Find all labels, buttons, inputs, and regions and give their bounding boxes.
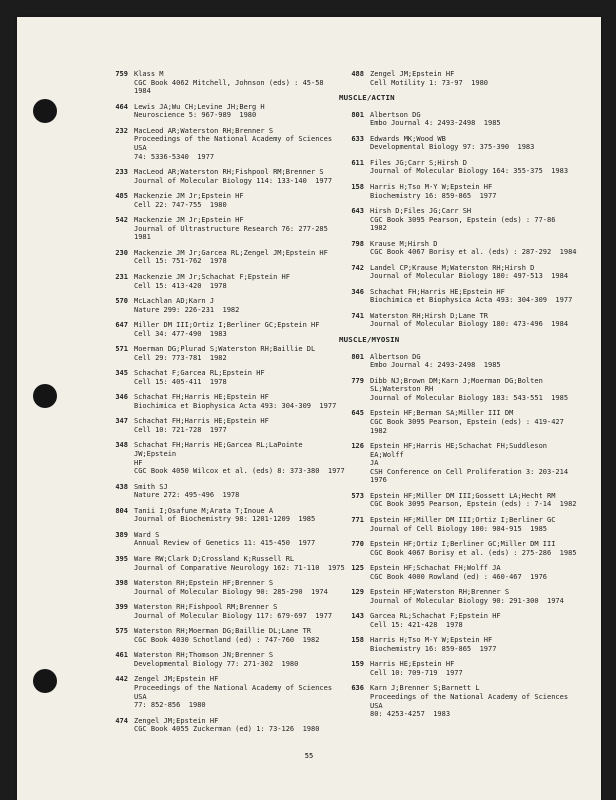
reference-line: Schachat F;Garcea RL;Epstein HF [134,369,265,378]
reference-line: Epstein HF;Berman SA;Miller III DM [370,409,514,418]
reference-text [134,127,348,161]
reference-line: Ward S [134,530,160,539]
reference-number: 126 [351,441,364,450]
reference-line: Waterston RH;Thomson JN;Brenner S [134,651,274,660]
reference-text [370,312,579,329]
reference-line: Cell Motility 1: 73-97 1980 [370,78,489,87]
reference-entry [339,159,579,176]
reference-entry [103,675,348,709]
reference-line: Cell 10: 721-728 1977 [134,425,227,434]
reference-entry [103,273,348,290]
reference-line: CGC Book 3095 Pearson, Epstein (eds) : 77-86 1982 [370,215,564,233]
reference-text [134,216,348,242]
reference-line: CGC Book 4000 Rowland (ed) : 460-467 1976 [370,572,548,581]
reference-entry [103,651,348,668]
reference-number: 442 [115,675,128,684]
reference-line: CGC Book 4067 Borisy et al. (eds) : 275-286 1985 [370,548,577,557]
reference-line: Dibb NJ;Brown DM;Karn J;Moerman DG;Bolten [370,376,543,385]
reference-line: Biochemistry 16: 859-865 1977 [370,191,497,200]
reference-line: Developmental Biology 97: 375-390 1983 [370,143,535,152]
reference-number: 771 [351,515,364,524]
reference-line: McLachlan AD;Karn J [134,297,215,305]
reference-line: Klass M [134,70,164,78]
reference-text [134,627,348,644]
reference-text [370,111,579,128]
reference-number: 643 [351,206,364,215]
reference-line: Journal of Ultrastructure Research 76: 277-285 1981 [134,224,337,242]
reference-entry [103,717,348,734]
reference-line: HF [134,458,143,467]
reference-text [370,442,579,485]
reference-line: Waterston RH;Moerman DG;Baillie DL;Lane TR [134,627,312,636]
reference-text [134,345,348,362]
reference-entry [339,207,579,233]
reference-line: Proceedings of the National Academy of Sciences USA [134,135,337,152]
reference-entry [339,684,579,718]
reference-entry [339,312,579,329]
reference-line: Hirsh D;Files JG;Carr SH [370,206,472,215]
reference-text [134,717,348,734]
reference-text [370,409,579,435]
reference-text [370,540,579,557]
reference-line: Albertson DG [370,352,421,361]
reference-text [370,684,579,718]
reference-line: Developmental Biology 77: 271-302 1980 [134,659,299,668]
reference-text [134,249,348,266]
reference-line: Waterston RH;Fishpool RM;Brenner S [134,603,278,612]
reference-line: Nature 272: 495-496 1978 [134,491,240,500]
reference-number: 389 [115,530,128,539]
reference-entry [339,288,579,305]
reference-line: Proceedings of the National Academy of Sciences USA [370,693,573,710]
reference-line: Journal of Molecular Biology 164: 355-375 1983 [370,167,569,176]
reference-number: 345 [115,369,128,378]
reference-entry [103,70,348,96]
reference-line: Cell 34: 477-490 1983 [134,329,227,338]
reference-number: 779 [351,376,364,385]
reference-number: 742 [351,263,364,272]
reference-text [370,588,579,605]
reference-text [370,492,579,509]
reference-number: 159 [351,660,364,669]
reference-entry [339,377,579,403]
reference-number: 347 [115,417,128,426]
reference-entry [103,417,348,434]
reference-text [134,441,348,475]
reference-entry [339,564,579,581]
reference-line: Mackenzie JM Jr;Epstein HF [134,216,244,225]
reference-line: Waterston RH;Hirsh D;Lane TR [370,311,489,320]
reference-text [370,264,579,281]
page-number: 55 [304,752,314,760]
reference-entry [103,483,348,500]
reference-line: Waterston RH;Epstein HF;Brenner S [134,579,274,588]
reference-entry [103,531,348,548]
reference-line: Zengel JM;Epstein HF [134,716,219,725]
reference-number: 461 [115,651,128,660]
reference-number: 232 [115,126,128,135]
document-page [17,17,601,800]
reference-line: Harris HE;Epstein HF [370,660,455,669]
reference-line: Smith SJ [134,482,168,491]
reference-line: Cell 15: 413-420 1978 [134,281,227,290]
reference-line: MacLeod AR;Waterston RH;Fishpool RM;Brenner S [134,168,324,177]
reference-line: Edwards MK;Wood WB [370,134,446,143]
reference-number: 571 [115,345,128,354]
reference-line: 80: 4253-4257 1983 [370,710,451,719]
reference-line: CGC Book 4050 Wilcox et al. (eds) 8: 373-380 1977 [134,467,345,476]
reference-text [134,675,348,709]
reference-line: Miller DM III;Ortiz I;Berliner GC;Epstein HF [134,321,320,330]
section-heading: MUSCLE/MYOSIN [339,334,400,344]
reference-line: Cell 15: 405-411 1978 [134,377,227,386]
reference-entry [339,442,579,485]
reference-line: Journal of Molecular Biology 180: 473-496 1984 [370,320,569,329]
reference-entry [339,135,579,152]
reference-line: CSH Conference on Cell Proliferation 3: 203-214 1976 [370,467,577,485]
reference-text [134,273,348,290]
reference-entry [103,393,348,410]
reference-line: Epstein HF;Schachat FH;Wolff JA [370,564,501,573]
reference-entry [339,492,579,509]
reference-line: Files JG;Carr S;Hirsh D [370,158,467,167]
reference-line: Journal of Molecular Biology 90: 285-290 1974 [134,587,328,596]
reference-text [370,159,579,176]
reference-entry [103,192,348,209]
reference-entry [339,70,579,87]
reference-line: Annual Review of Genetics 11: 415-450 1977 [134,539,316,548]
reference-line: Harris H;Tso M-Y W;Epstein HF [370,636,493,645]
reference-line: Mackenzie JM Jr;Epstein HF [134,192,244,201]
reference-number: 633 [351,134,364,143]
reference-line: Nature 299: 226-231 1982 [134,305,240,314]
reference-line: CGC Book 4062 Mitchell, Johnson (eds) : 45-58 1984 [134,78,333,96]
binder-hole [33,384,57,408]
reference-line: CGC Book 4055 Zuckerman (ed) 1: 73-126 1980 [134,725,320,734]
reference-line: Biochemistry 16: 859-865 1977 [370,644,497,653]
reference-line: Neuroscience 5: 967-989 1980 [134,111,257,120]
reference-line: Biochimica et Biophysica Acta 493: 304-309 1977 [134,401,337,410]
reference-line: Journal of Molecular Biology 183: 543-551 1985 [370,393,569,402]
reference-text [134,507,348,524]
reference-line: Cell 29: 773-781 1982 [134,353,227,362]
reference-text [370,660,579,677]
reference-text [134,321,348,338]
reference-line: Journal of Molecular Biology 114: 133-140 1977 [134,176,333,185]
reference-line: CGC Book 3095 Pearson, Epstein (eds) : 7-14 1982 [370,500,577,509]
reference-line: Epstein HF;Miller DM III;Ortiz I;Berliner GC [370,515,556,524]
reference-line: Journal of Cell Biology 100: 904-915 1985 [370,524,548,533]
reference-line: Schachat FH;Harris HE;Epstein HF [134,417,269,426]
reference-text [134,369,348,386]
reference-number: 158 [351,182,364,191]
reference-number: 485 [115,192,128,201]
reference-number: 801 [351,352,364,361]
reference-entry [339,264,579,281]
reference-line: Lewis JA;Wu CH;Levine JH;Berg H [134,102,265,111]
reference-line: Mackenzie JM Jr;Schachat F;Epstein HF [134,272,290,281]
reference-entry [103,369,348,386]
reference-number: 464 [115,102,128,111]
reference-entry [339,111,579,128]
reference-entry [103,507,348,524]
reference-line: CGC Book 4067 Borisy et al. (eds) : 287-292 1984 [370,248,577,257]
reference-number: 611 [351,158,364,167]
reference-number: 158 [351,636,364,645]
reference-text [134,603,348,620]
reference-number: 438 [115,482,128,491]
reference-text [134,555,348,572]
reference-entry [103,249,348,266]
reference-number: 575 [115,627,128,636]
reference-text [370,636,579,653]
reference-number: 399 [115,603,128,612]
reference-text [134,297,348,314]
reference-number: 129 [351,588,364,597]
reference-number: 233 [115,168,128,177]
reference-line: Epstein HF;Miller DM III;Gossett LA;Hecht RM [370,491,556,500]
right-column [339,70,579,726]
reference-number: 230 [115,248,128,257]
reference-line: Garcea RL;Schachat F;Epstein HF [370,612,501,621]
reference-text [370,353,579,370]
reference-entry [103,216,348,242]
reference-line: Cell 15: 421-428 1978 [370,620,463,629]
reference-entry [103,441,348,475]
reference-text [134,531,348,548]
reference-entry [339,612,579,629]
reference-entry [339,660,579,677]
reference-line: Biochimica et Biophysica Acta 493: 304-309 1977 [370,296,573,305]
reference-line: Proceedings of the National Academy of Sciences USA [134,683,337,701]
binder-hole [33,669,57,693]
reference-line: Mackenzie JM Jr;Garcea RL;Zengel JM;Epstein HF [134,248,328,257]
reference-line: Karn J;Brenner S;Barnett L [370,684,480,693]
reference-number: 636 [351,684,364,693]
reference-line: Cell 15: 751-762 1978 [134,257,227,266]
reference-number: 125 [351,564,364,573]
reference-entry [103,579,348,596]
reference-number: 798 [351,239,364,248]
reference-line: Tanii I;Osafune M;Arata T;Inoue A [134,506,274,515]
reference-line: Harris H;Tso M-Y W;Epstein HF [370,182,493,191]
reference-line: Journal of Molecular Biology 117: 679-697 1977 [134,611,333,620]
reference-text [134,168,348,185]
reference-number: 398 [115,579,128,588]
reference-line: Epstein HF;Ortiz I;Berliner GC;Miller DM III [370,540,556,548]
reference-text [134,70,348,96]
reference-entry [339,588,579,605]
reference-entry [339,240,579,257]
reference-line: Cell 22: 747-755 1980 [134,200,227,209]
reference-text [370,240,579,257]
reference-line: Epstein HF;Waterston RH;Brenner S [370,588,510,597]
reference-line: Ware RW;Clark D;Crossland K;Russell RL [134,554,295,563]
binder-hole [33,99,57,123]
reference-text [134,579,348,596]
reference-number: 570 [115,297,128,305]
reference-number: 759 [115,70,128,78]
reference-line: 77: 852-856 1980 [134,701,206,710]
reference-number: 346 [351,287,364,296]
reference-text [134,103,348,120]
reference-line: Embo Journal 4: 2493-2498 1985 [370,361,501,370]
reference-entry [339,183,579,200]
reference-line: Schachat FH;Harris HE;Epstein HF [370,287,505,296]
reference-entry [103,127,348,161]
reference-number: 804 [115,506,128,515]
reference-text [134,192,348,209]
reference-line: Embo Journal 4: 2493-2498 1985 [370,119,501,128]
reference-number: 770 [351,540,364,548]
reference-line: Epstein HF;Harris HE;Schachat FH;Suddleson EA;Wolff [370,441,552,459]
reference-text [370,207,579,233]
reference-entry [103,168,348,185]
reference-line: Schachat FH;Harris HE;Epstein HF [134,393,269,402]
reference-line: Journal of Molecular Biology 180: 497-513 1984 [370,272,569,281]
reference-line: Schachat FH;Harris HE;Garcea RL;LaPointe JW;Epstein [134,441,307,459]
reference-line: Albertson DG [370,110,421,119]
reference-number: 542 [115,216,128,225]
reference-text [370,70,579,87]
reference-number: 346 [115,393,128,402]
reference-number: 573 [351,491,364,500]
reference-text [134,651,348,668]
reference-entry [103,603,348,620]
reference-number: 488 [351,70,364,78]
reference-line: Zengel JM;Epstein HF [134,675,219,684]
reference-number: 741 [351,311,364,320]
section-heading: MUSCLE/ACTIN [339,93,395,103]
reference-entry [103,345,348,362]
reference-text [370,135,579,152]
reference-entry [103,103,348,120]
left-column [103,70,348,741]
reference-line: Moerman DG;Plurad S;Waterston RH;Baillie DL [134,345,316,354]
reference-line: CGC Book 4030 Schotland (ed) : 747-760 1982 [134,635,320,644]
reference-number: 645 [351,409,364,418]
reference-line: Cell 10: 709-719 1977 [370,668,463,677]
reference-text [370,183,579,200]
reference-entry [103,627,348,644]
reference-line: JA [370,459,379,468]
reference-line: Krause M;Hirsh D [370,239,438,248]
reference-line: Journal of Biochemistry 98: 1201-1209 1985 [134,515,316,524]
reference-line: SL;Waterston RH [370,385,434,394]
reference-entry [103,297,348,314]
reference-number: 801 [351,110,364,119]
reference-number: 647 [115,321,128,330]
reference-entry [339,636,579,653]
reference-entry [339,353,579,370]
reference-text [370,377,579,403]
reference-entry [339,409,579,435]
reference-line: Journal of Comparative Neurology 162: 71-110 1975 [134,563,345,572]
reference-number: 348 [115,441,128,450]
reference-entry [339,540,579,557]
reference-text [370,516,579,533]
reference-entry [103,555,348,572]
reference-text [370,612,579,629]
reference-line: MacLeod AR;Waterston RH;Brenner S [134,126,274,135]
reference-entry [339,516,579,533]
reference-number: 395 [115,554,128,563]
reference-number: 143 [351,612,364,621]
reference-text [134,393,348,410]
reference-number: 231 [115,272,128,281]
reference-line: 74: 5336-5340 1977 [134,152,215,161]
reference-line: Journal of Molecular Biology 90: 291-300 1974 [370,596,564,605]
reference-text [134,483,348,500]
reference-line: Landel CP;Krause M;Waterston RH;Hirsh D [370,263,535,272]
reference-entry [103,321,348,338]
reference-line: CGC Book 3095 Pearson, Epstein (eds) : 419-427 1982 [370,417,573,435]
reference-number: 474 [115,716,128,725]
reference-text [134,417,348,434]
reference-text [370,288,579,305]
reference-text [370,564,579,581]
reference-line: Zengel JM;Epstein HF [370,70,455,78]
